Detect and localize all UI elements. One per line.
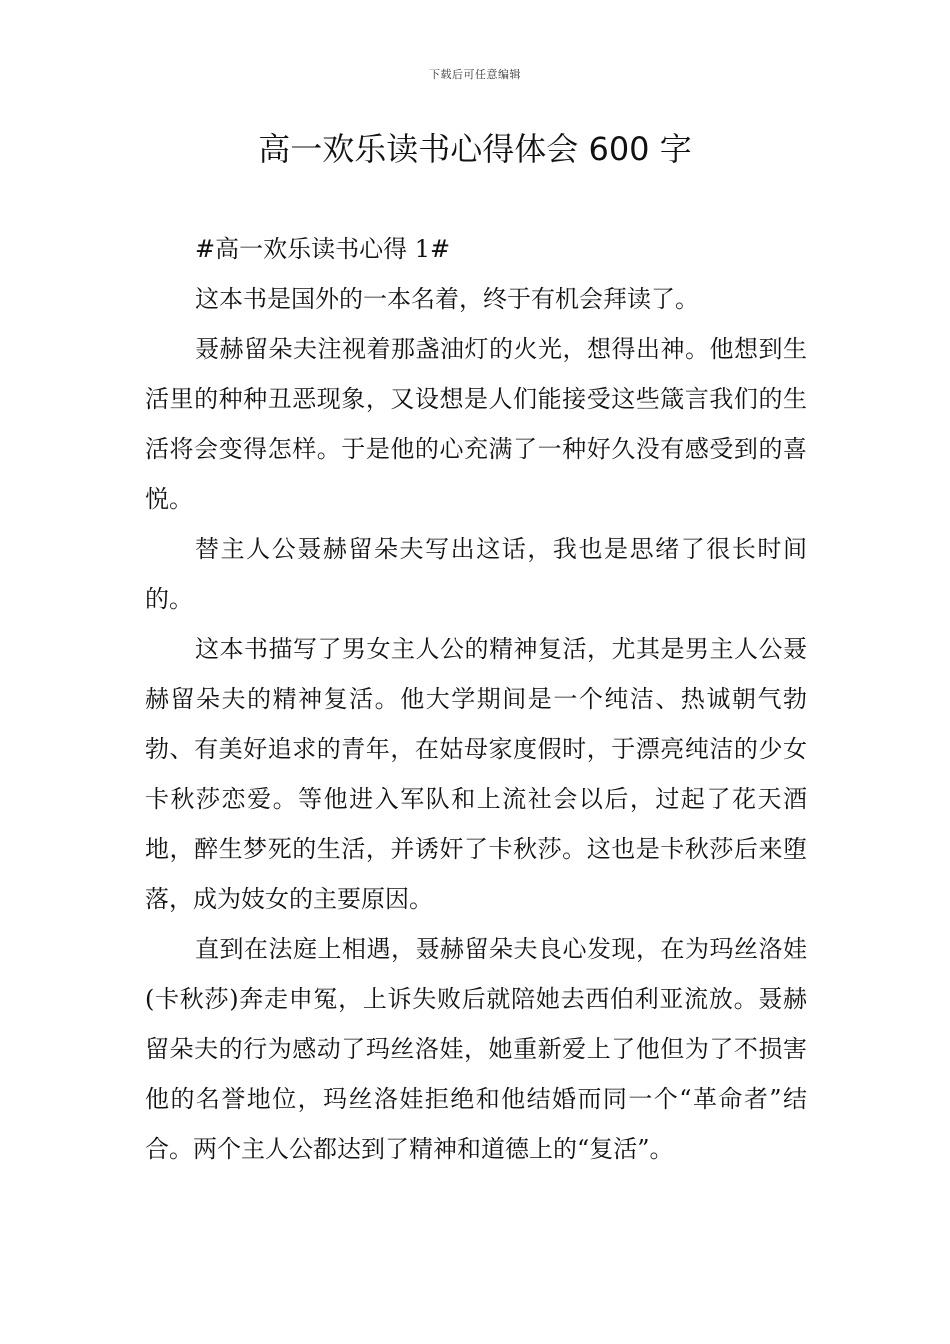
paragraph: 这本书描写了男女主人公的精神复活，尤其是男主人公聂赫留朵夫的精神复活。他大学期间是一个纯洁、热诚朝气勃勃、有美好追求的青年，在姑母家度假时，于漂亮纯洁的少女卡秋莎恋爱。等他进入军队和上流社会以后，过起了花天酒地，醉生梦死的生活，并诱奸了卡秋莎。这也是卡秋莎后来堕落，成为妓女的主要原因。 (145, 635, 807, 913)
header-note: 下载后可任意编辑 (429, 68, 521, 81)
paragraph: 聂赫留朵夫注视着那盏油灯的火光，想得出神。他想到生活里的种种丑恶现象，又设想是人们能接受这些箴言我们的生活将会变得怎样。于是他的心充满了一种好久没有感受到的喜悦。 (145, 335, 807, 513)
paragraph: 这本书是国外的一本名着，终于有机会拜读了。 (195, 285, 699, 313)
section-heading: #高一欢乐读书心得 1# (195, 235, 451, 263)
document-body (145, 224, 807, 1174)
paragraph: 替主人公聂赫留朵夫写出这话，我也是思绪了很长时间的。 (145, 535, 807, 613)
paragraph: 直到在法庭上相遇，聂赫留朵夫良心发现，在为玛丝洛娃(卡秋莎)奔走申冤，上诉失败后就陪她去西伯利亚流放。聂赫留朵夫的行为感动了玛丝洛娃，她重新爱上了他但为了不损害他的名誉地位，玛丝洛娃拒绝和他结婚而同一个“革命者”结合。两个主人公都达到了精神和道德上的“复活”。 (145, 935, 807, 1163)
document-title: 高一欢乐读书心得体会 600 字 (258, 130, 692, 168)
